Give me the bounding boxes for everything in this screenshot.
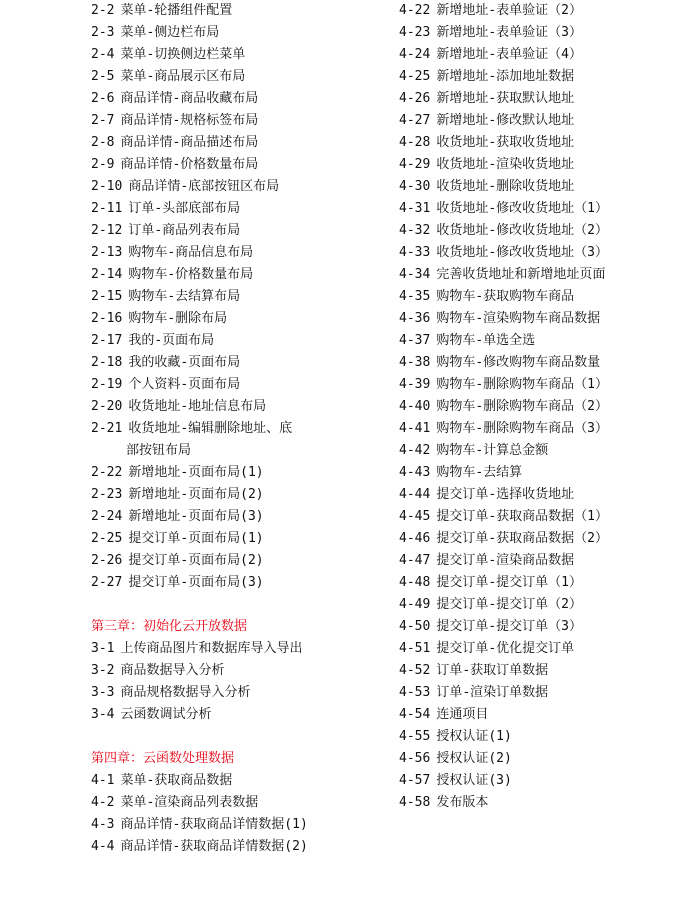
- toc-entry-title: 发布版本: [436, 795, 489, 810]
- toc-entry: [399, 132, 699, 154]
- toc-entry-number: 4-44: [399, 487, 431, 502]
- toc-entry: [399, 418, 699, 440]
- chapter3-heading: 第三章：初始化云开放数据: [91, 619, 248, 634]
- toc-entry: [91, 242, 391, 264]
- toc-entry-number: 2-17: [91, 333, 123, 348]
- toc-entry-number: 3-2: [91, 663, 115, 678]
- toc-entry-title: 菜单-商品展示区布局: [120, 69, 246, 84]
- toc-entry-number: 2-19: [91, 377, 123, 392]
- toc-right-column: [399, 0, 699, 814]
- toc-entry: [399, 330, 699, 352]
- toc-entry: [399, 572, 699, 594]
- toc-entry-number: 4-32: [399, 223, 431, 238]
- toc-entry: [91, 44, 391, 66]
- toc-entry-title: 商品详情-商品收藏布局: [120, 91, 259, 106]
- toc-entry-title: 个人资料-页面布局: [128, 377, 241, 392]
- toc-entry-title: 购物车-修改购物车商品数量: [436, 355, 601, 370]
- toc-entry-title: 商品详情-价格数量布局: [120, 157, 259, 172]
- toc-entry-number: 2-24: [91, 509, 123, 524]
- toc-entry: [399, 550, 699, 572]
- toc-entry-title: 提交订单-提交订单（1）: [436, 575, 582, 590]
- toc-entry: [91, 352, 391, 374]
- toc-entry: [91, 660, 391, 682]
- toc-entry: [399, 792, 699, 814]
- toc-entry-number: 4-51: [399, 641, 431, 656]
- toc-entry-title: 新增地址-修改默认地址: [436, 113, 575, 128]
- toc-entry-title: 提交订单-页面布局(3): [128, 575, 264, 590]
- toc-entry-title: 购物车-删除购物车商品（1）: [436, 377, 608, 392]
- toc-entry: [91, 836, 391, 858]
- toc-entry: [399, 352, 699, 374]
- toc-entry-number: 4-35: [399, 289, 431, 304]
- toc-entry-title: 上传商品图片和数据库导入导出: [120, 641, 303, 656]
- toc-entry-number: 4-39: [399, 377, 431, 392]
- toc-entry: [91, 286, 391, 308]
- chapter2-entries: [91, 0, 391, 594]
- toc-entry-number: 4-54: [399, 707, 431, 722]
- toc-entry: [399, 440, 699, 462]
- toc-entry-title: 商品详情-底部按钮区布局: [128, 179, 280, 194]
- toc-entry: [91, 110, 391, 132]
- toc-entry-title: 订单-商品列表布局: [128, 223, 241, 238]
- toc-entry-title: 新增地址-表单验证（3）: [436, 25, 582, 40]
- toc-entry-number: 2-12: [91, 223, 123, 238]
- toc-entry-number: 4-52: [399, 663, 431, 678]
- toc-entry-number: 2-9: [91, 157, 115, 172]
- toc-entry-number: 4-29: [399, 157, 431, 172]
- toc-entry-title: 收货地址-删除收货地址: [436, 179, 575, 194]
- chapter3-entries: [91, 638, 391, 726]
- toc-entry: [91, 462, 391, 484]
- toc-entry-title: 购物车-删除购物车商品（2）: [436, 399, 608, 414]
- toc-entry-title: 商品详情-规格标签布局: [120, 113, 259, 128]
- toc-entry: [399, 286, 699, 308]
- toc-entry-number: 4-37: [399, 333, 431, 348]
- toc-entry: [399, 220, 699, 242]
- toc-entry-title: 收货地址-修改收货地址（3）: [436, 245, 608, 260]
- toc-entry: [399, 594, 699, 616]
- toc-entry: [399, 0, 699, 22]
- toc-entry-number: 4-3: [91, 817, 115, 832]
- toc-entry-title: 菜单-切换侧边栏菜单: [120, 47, 246, 62]
- toc-entry: [91, 198, 391, 220]
- toc-entry-number: 4-46: [399, 531, 431, 546]
- toc-entry-title: 新增地址-页面布局(1): [128, 465, 264, 480]
- toc-entry: [91, 418, 391, 440]
- toc-entry-number: 2-22: [91, 465, 123, 480]
- toc-entry-title: 菜单-轮播组件配置: [120, 3, 233, 18]
- toc-entry-number: 2-14: [91, 267, 123, 282]
- toc-entry-number: 4-48: [399, 575, 431, 590]
- toc-entry-title: 购物车-去结算: [436, 465, 523, 480]
- toc-entry-title: 收货地址-修改收货地址（2）: [436, 223, 608, 238]
- toc-entry-number: 4-24: [399, 47, 431, 62]
- toc-entry-number: 2-23: [91, 487, 123, 502]
- toc-entry-number: 2-25: [91, 531, 123, 546]
- toc-entry-title: 提交订单-优化提交订单: [436, 641, 575, 656]
- toc-entry: [91, 220, 391, 242]
- toc-entry-title: 提交订单-提交订单（3）: [436, 619, 582, 634]
- toc-entry-number: 2-16: [91, 311, 123, 326]
- toc-entry: [91, 704, 391, 726]
- toc-entry-title: 菜单-获取商品数据: [120, 773, 233, 788]
- toc-entry: [91, 132, 391, 154]
- toc-entry-number: 4-4: [91, 839, 115, 854]
- toc-entry-title: 授权认证(1): [436, 729, 512, 744]
- toc-entry-title: 收货地址-渲染收货地址: [436, 157, 575, 172]
- chapter4-entries: [91, 770, 391, 858]
- toc-entry-number: 2-4: [91, 47, 115, 62]
- toc-entry-title: 购物车-价格数量布局: [128, 267, 254, 282]
- toc-entry-number: 2-3: [91, 25, 115, 40]
- toc-entry: [91, 814, 391, 836]
- toc-entry-number: 4-31: [399, 201, 431, 216]
- toc-entry: [91, 22, 391, 44]
- toc-entry-number: 4-38: [399, 355, 431, 370]
- toc-entry-title: 新增地址-添加地址数据: [436, 69, 575, 84]
- toc-entry-number: 2-18: [91, 355, 123, 370]
- toc-entry: [91, 330, 391, 352]
- toc-entry: [91, 550, 391, 572]
- toc-entry-title: 我的收藏-页面布局: [128, 355, 241, 370]
- toc-entry-number: 4-26: [399, 91, 431, 106]
- toc-entry-title: 菜单-渲染商品列表数据: [120, 795, 259, 810]
- toc-entry: [91, 682, 391, 704]
- toc-entry-title: 购物车-删除购物车商品（3）: [436, 421, 608, 436]
- toc-entry-title: 商品数据导入分析: [120, 663, 225, 678]
- toc-entry-number: 2-6: [91, 91, 115, 106]
- toc-entry: [91, 792, 391, 814]
- toc-entry: [399, 396, 699, 418]
- toc-entry-number: 4-45: [399, 509, 431, 524]
- toc-entry-number: 4-58: [399, 795, 431, 810]
- toc-entry-number: 2-15: [91, 289, 123, 304]
- toc-entry: [91, 528, 391, 550]
- toc-entry-title: 新增地址-页面布局(2): [128, 487, 264, 502]
- toc-entry-number: 4-25: [399, 69, 431, 84]
- toc-entry-title: 菜单-侧边栏布局: [120, 25, 220, 40]
- toc-entry: [91, 638, 391, 660]
- toc-entry-number: 2-13: [91, 245, 123, 260]
- toc-entry-title: 购物车-去结算布局: [128, 289, 241, 304]
- toc-entry-title: 收货地址-修改收货地址（1）: [436, 201, 608, 216]
- toc-entry-title: 云函数调试分析: [120, 707, 212, 722]
- toc-entry: [91, 154, 391, 176]
- toc-entry-number: 3-1: [91, 641, 115, 656]
- toc-entry-title: 购物车-删除布局: [128, 311, 228, 326]
- toc-entry-title: 提交订单-页面布局(2): [128, 553, 264, 568]
- toc-entry-title: 提交订单-提交订单（2）: [436, 597, 582, 612]
- toc-entry-number: 3-3: [91, 685, 115, 700]
- chapter4-continued-entries: [399, 0, 699, 814]
- toc-entry: [91, 308, 391, 330]
- toc-entry-number: 4-42: [399, 443, 431, 458]
- toc-entry-title: 收货地址-获取收货地址: [436, 135, 575, 150]
- toc-entry-title: 提交订单-选择收货地址: [436, 487, 575, 502]
- toc-entry-number: 4-23: [399, 25, 431, 40]
- toc-entry-number: 4-57: [399, 773, 431, 788]
- toc-entry-number: 2-11: [91, 201, 123, 216]
- toc-entry-title: 新增地址-页面布局(3): [128, 509, 264, 524]
- toc-left-column: [91, 0, 391, 858]
- toc-entry-number: 4-22: [399, 3, 431, 18]
- toc-entry: [399, 22, 699, 44]
- toc-entry: [91, 0, 391, 22]
- toc-entry: [399, 704, 699, 726]
- toc-entry-number: 4-28: [399, 135, 431, 150]
- toc-entry: [399, 242, 699, 264]
- section-gap: [91, 594, 391, 616]
- toc-entry-number: 4-1: [91, 773, 115, 788]
- toc-entry: [399, 462, 699, 484]
- toc-entry-title: 我的-页面布局: [128, 333, 215, 348]
- chapter4-heading: 第四章：云函数处理数据: [91, 751, 235, 766]
- toc-entry-number: 2-20: [91, 399, 123, 414]
- toc-entry-number: 4-27: [399, 113, 431, 128]
- toc-entry-title: 购物车-单选全选: [436, 333, 536, 348]
- toc-entry-number: 2-8: [91, 135, 115, 150]
- toc-entry-number: 2-21: [91, 421, 123, 436]
- toc-entry-title: 完善收货地址和新增地址页面: [436, 267, 606, 282]
- toc-entry: [399, 66, 699, 88]
- toc-entry-number: 4-30: [399, 179, 431, 194]
- toc-entry: [399, 616, 699, 638]
- toc-entry: [399, 198, 699, 220]
- toc-entry-title: 收货地址-编辑删除地址、底: [128, 421, 293, 436]
- toc-entry-number: 2-26: [91, 553, 123, 568]
- toc-entry-number: 4-49: [399, 597, 431, 612]
- toc-entry: [399, 264, 699, 286]
- toc-entry: [91, 264, 391, 286]
- toc-entry-title: 订单-获取订单数据: [436, 663, 549, 678]
- toc-entry-title: 订单-渲染订单数据: [436, 685, 549, 700]
- toc-entry: [91, 396, 391, 418]
- toc-entry-number: 4-55: [399, 729, 431, 744]
- toc-entry-number: 4-36: [399, 311, 431, 326]
- toc-entry-title: 授权认证(3): [436, 773, 512, 788]
- toc-entry: [399, 770, 699, 792]
- toc-entry-title: 新增地址-获取默认地址: [436, 91, 575, 106]
- toc-entry: [399, 506, 699, 528]
- toc-entry-title: 授权认证(2): [436, 751, 512, 766]
- toc-entry: [399, 44, 699, 66]
- toc-entry-title: 购物车-获取购物车商品: [436, 289, 575, 304]
- toc-entry-title: 新增地址-表单验证（2）: [436, 3, 582, 18]
- toc-entry-title: 商品详情-获取商品详情数据(2): [120, 839, 308, 854]
- toc-entry-title-continued: 部按钮布局: [126, 443, 192, 458]
- toc-entry-title: 提交订单-获取商品数据（2）: [436, 531, 608, 546]
- toc-entry: [399, 176, 699, 198]
- toc-entry: [399, 308, 699, 330]
- toc-entry: [91, 66, 391, 88]
- toc-entry-number: 2-5: [91, 69, 115, 84]
- section-gap: [91, 726, 391, 748]
- toc-entry-title: 商品规格数据导入分析: [120, 685, 251, 700]
- toc-entry-number: 4-41: [399, 421, 431, 436]
- toc-entry: [399, 374, 699, 396]
- toc-entry-number: 4-50: [399, 619, 431, 634]
- toc-entry-number: 4-43: [399, 465, 431, 480]
- toc-entry-number: 2-7: [91, 113, 115, 128]
- toc-entry-title: 购物车-商品信息布局: [128, 245, 254, 260]
- toc-entry-title: 收货地址-地址信息布局: [128, 399, 267, 414]
- toc-entry: [399, 726, 699, 748]
- toc-entry-title: 提交订单-获取商品数据（1）: [436, 509, 608, 524]
- toc-entry: [399, 110, 699, 132]
- toc-entry: [399, 748, 699, 770]
- toc-entry-title: 商品详情-商品描述布局: [120, 135, 259, 150]
- toc-entry-number: 3-4: [91, 707, 115, 722]
- toc-entry: [399, 682, 699, 704]
- toc-entry-number: 4-53: [399, 685, 431, 700]
- toc-entry: [399, 638, 699, 660]
- toc-entry-title: 订单-头部底部布局: [128, 201, 241, 216]
- toc-entry: [91, 176, 391, 198]
- toc-entry-number: 2-27: [91, 575, 123, 590]
- toc-entry: [91, 374, 391, 396]
- toc-entry: [399, 528, 699, 550]
- toc-entry-number: 4-47: [399, 553, 431, 568]
- toc-entry-title: 提交订单-页面布局(1): [128, 531, 264, 546]
- toc-entry-title: 提交订单-渲染商品数据: [436, 553, 575, 568]
- toc-entry-title: 购物车-渲染购物车商品数据: [436, 311, 601, 326]
- toc-entry-number: 4-34: [399, 267, 431, 282]
- toc-entry-number: 4-2: [91, 795, 115, 810]
- toc-entry-title: 新增地址-表单验证（4）: [436, 47, 582, 62]
- toc-entry: [91, 506, 391, 528]
- toc-entry-number: 4-40: [399, 399, 431, 414]
- toc-entry: [399, 88, 699, 110]
- toc-entry-number: 4-56: [399, 751, 431, 766]
- toc-entry: [91, 88, 391, 110]
- toc-entry-title: 连通项目: [436, 707, 489, 722]
- toc-entry: [399, 660, 699, 682]
- toc-entry-number: 2-2: [91, 3, 115, 18]
- toc-entry-number: 2-10: [91, 179, 123, 194]
- toc-entry-number: 4-33: [399, 245, 431, 260]
- toc-entry: [91, 770, 391, 792]
- toc-entry: [91, 572, 391, 594]
- toc-entry: [399, 484, 699, 506]
- toc-entry: [399, 154, 699, 176]
- toc-entry: [91, 484, 391, 506]
- toc-entry-title: 购物车-计算总金额: [436, 443, 549, 458]
- toc-entry-title: 商品详情-获取商品详情数据(1): [120, 817, 308, 832]
